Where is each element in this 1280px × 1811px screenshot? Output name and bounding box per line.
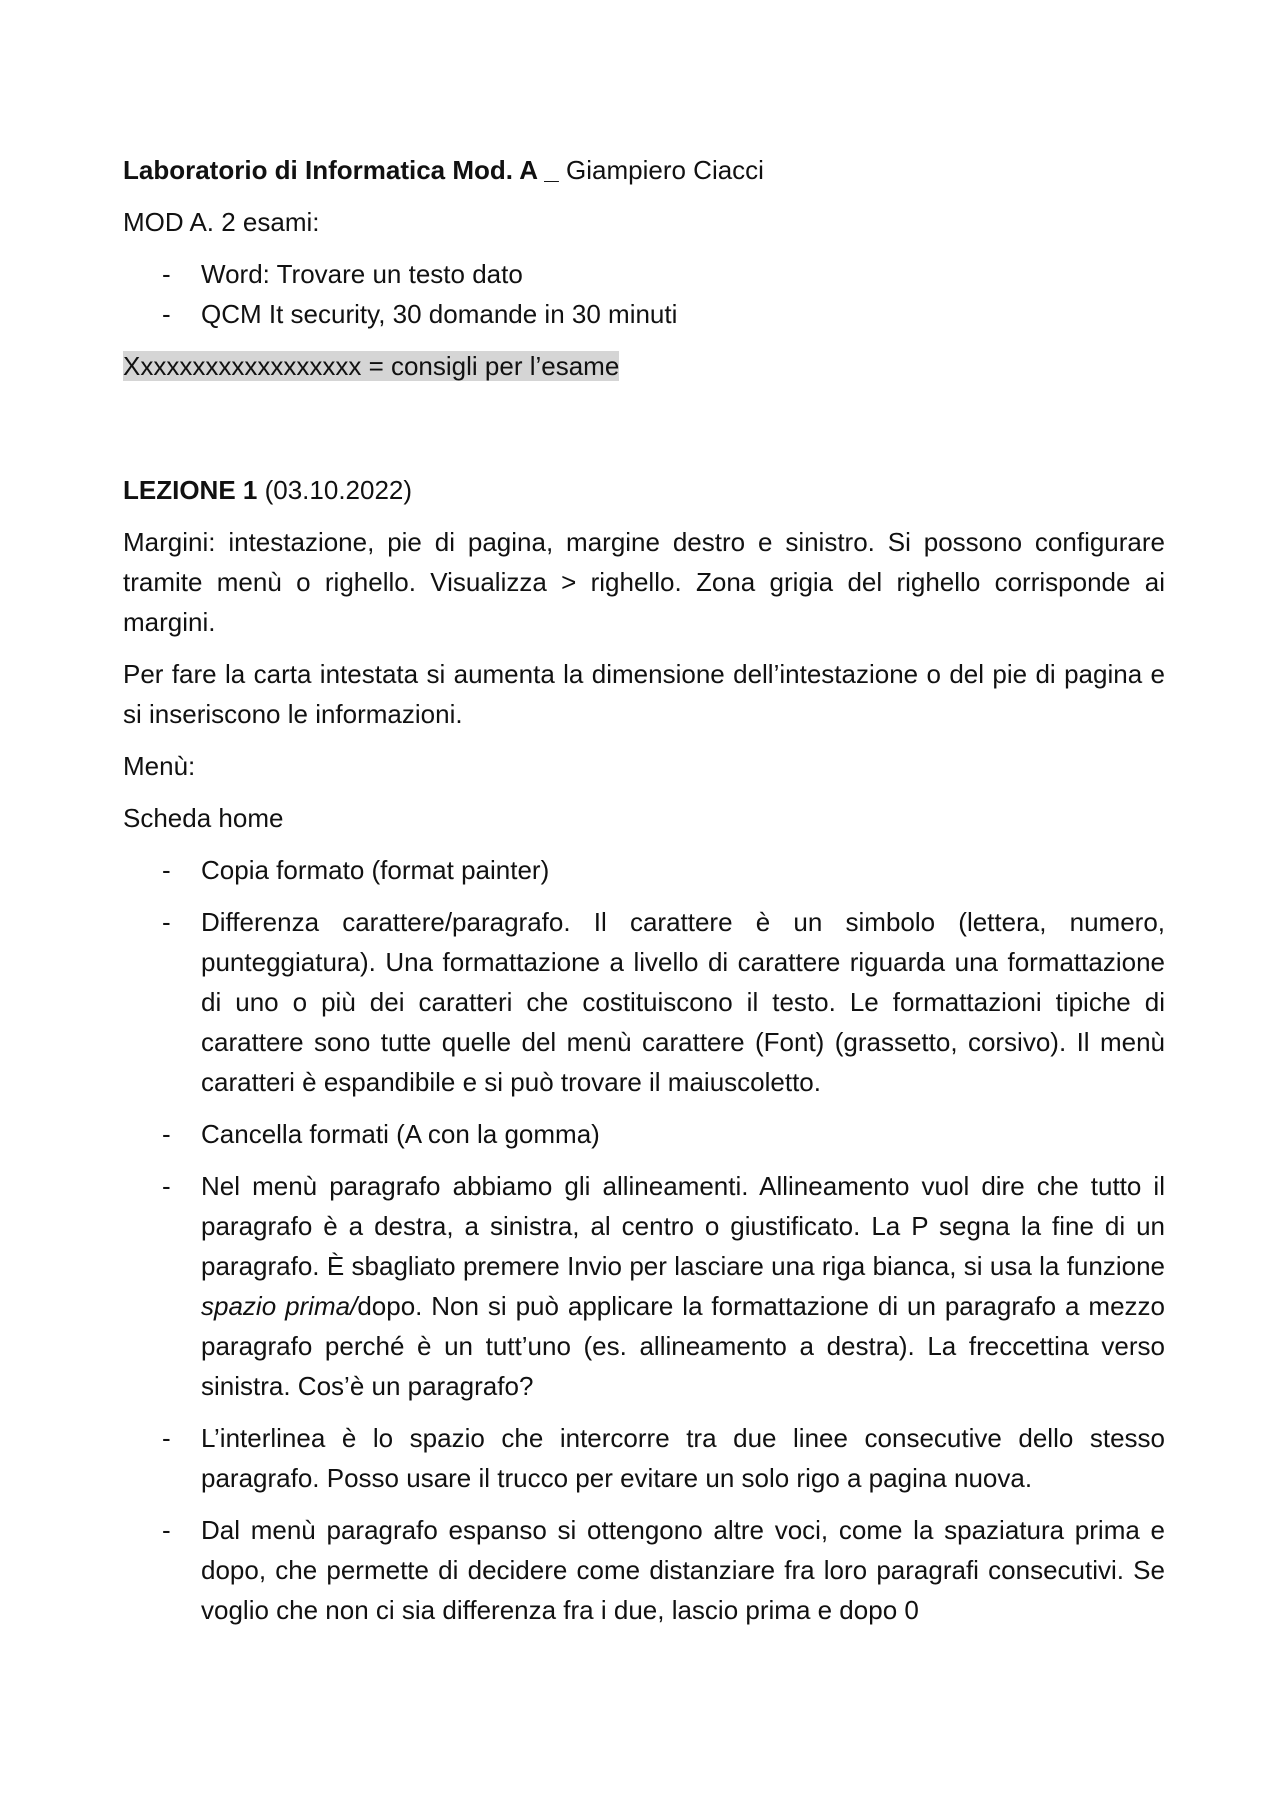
list-item-paragraph — [123, 1166, 1165, 1406]
list-item: - Differenza carattere/paragrafo. Il carattere è un simbolo (lettera, numero, punteggiatura). Una formattazione a livello di carattere riguarda una formattazione di uno o più dei caratteri che costituiscono il testo. Le formattazioni tipiche di carattere sono tutte quelle del menù carattere (Font) (grassetto, corsivo). Il menù caratteri è espandibile e si può trovare il maiuscoletto. — [123, 902, 1165, 1102]
menu-label: Menù: — [123, 751, 196, 781]
document-title — [123, 150, 1165, 190]
paragraph-margins: Margini: intestazione, pie di pagina, margine destro e sinistro. Si possono configurare tramite menù o righello. Visualizza > righello. Zona grigia del righello corrisponde ai margini. — [123, 527, 1165, 637]
tips-legend — [123, 346, 1165, 386]
lesson-heading — [123, 470, 1165, 510]
paragraph-text-end: dopo. Non si può applicare la formattazione di un paragrafo a mezzo paragrafo perché è un tutt’uno (es. allineamento a destra). La freccettina verso sinistra. Cos’è un paragrafo? — [201, 1291, 1166, 1401]
exam-list — [123, 254, 1165, 334]
list-item: - Dal menù paragrafo espanso si ottengono altre voci, come la spaziatura prima e dopo, che permette di decidere come distanziare fra loro paragrafi consecutivi. Se voglio che non ci sia differenza fra i due, lascio prima e dopo 0 — [123, 1510, 1165, 1630]
home-tab-label: Scheda home — [123, 803, 284, 833]
list-item: - Copia formato (format painter) — [123, 850, 1165, 890]
lesson-number: LEZIONE 1 — [123, 475, 258, 505]
list-item: - L’interlinea è lo spazio che intercorre tra due linee consecutive dello stesso paragrafo. Posso usare il trucco per evitare un solo rigo a pagina nuova. — [123, 1418, 1165, 1498]
paragraph-text-start: Nel menù paragrafo abbiamo gli allineamenti. Allineamento vuol dire che tutto il paragrafo è a destra, a sinistra, al centro o giustificato. La P segna la fine di un paragrafo. È sbagliato premere Invio per lasciare una riga bianca, si usa la funzione — [201, 1171, 1165, 1281]
exam-item: - QCM It security, 30 domande in 30 minuti — [123, 294, 1165, 334]
paragraph-letterhead: Per fare la carta intestata si aumenta la dimensione dell’intestazione o del pie di pagina e si inseriscono le informazioni. — [123, 659, 1165, 729]
home-tab-list — [123, 850, 1165, 1630]
highlighted-legend-text: Xxxxxxxxxxxxxxxxxx = consigli per l’esame — [123, 351, 620, 381]
italic-term: spazio prima/ — [201, 1291, 358, 1321]
exam-item: - Word: Trovare un testo dato — [123, 254, 1165, 294]
author-name: Giampiero Ciacci — [566, 155, 764, 185]
exam-intro: MOD A. 2 esami: — [123, 207, 320, 237]
course-title: Laboratorio di Informatica Mod. A _ — [123, 155, 559, 185]
list-item: - Cancella formati (A con la gomma) — [123, 1114, 1165, 1154]
document-page — [123, 150, 1165, 1630]
lesson-date: (03.10.2022) — [264, 475, 413, 505]
